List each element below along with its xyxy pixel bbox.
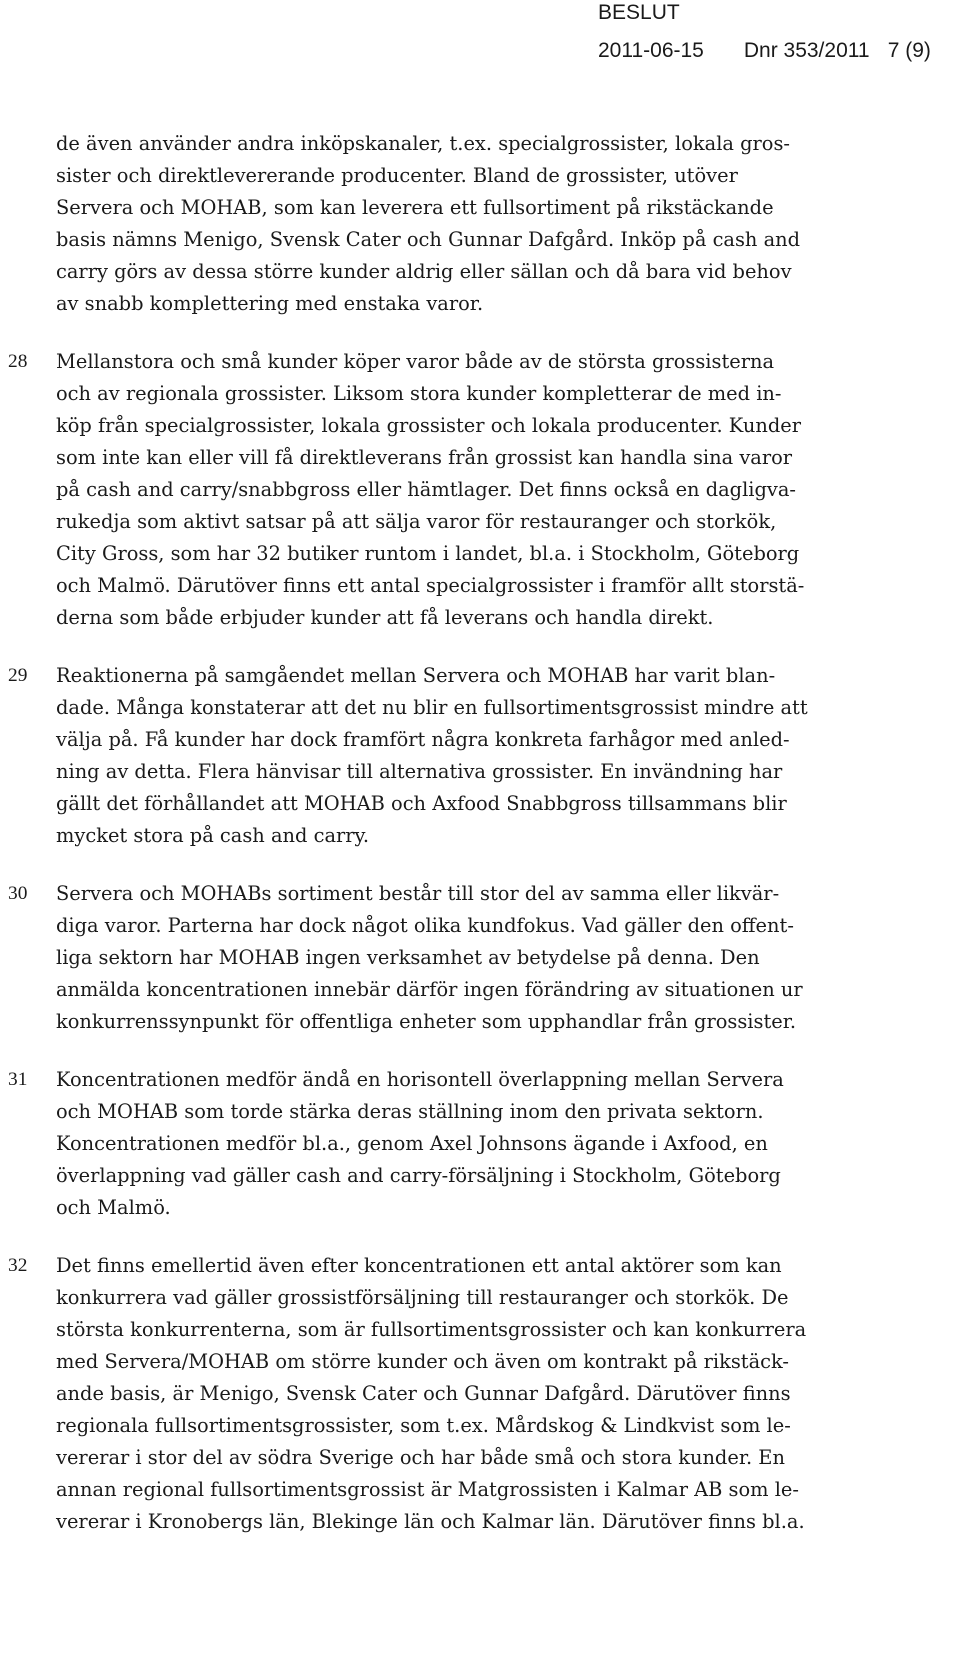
paragraph-30 xyxy=(0,878,960,1038)
paragraph-continuation xyxy=(0,128,960,320)
paragraph-text xyxy=(56,1250,936,1538)
document-type: BESLUT xyxy=(598,1,680,24)
text-line: Reaktionerna på samgåendet mellan Servera och MOHAB har varit blan- xyxy=(56,664,776,687)
text-line: mycket stora på cash and carry. xyxy=(56,824,370,847)
paragraph-31 xyxy=(0,1064,960,1224)
text-line: vererar i stor del av södra Sverige och har både små och stora kunder. En xyxy=(56,1446,785,1469)
text-line: rukedja som aktivt satsar på att sälja varor för restauranger och storkök, xyxy=(56,510,777,533)
text-line: sister och direktlevererande producenter. Bland de grossister, utöver xyxy=(56,164,738,187)
text-line: Servera och MOHAB, som kan leverera ett fullsortiment på rikstäckande xyxy=(56,196,774,219)
text-line: liga sektorn har MOHAB ingen verksamhet av betydelse på denna. Den xyxy=(56,946,760,969)
text-line: Koncentrationen medför ändå en horisontell överlappning mellan Servera xyxy=(56,1068,784,1091)
page-indicator: 7 (9) xyxy=(887,39,931,62)
text-line: av snabb komplettering med enstaka varor. xyxy=(56,292,484,315)
paragraph-number: 31 xyxy=(8,1069,28,1090)
paragraph-number: 28 xyxy=(8,351,28,372)
text-line: City Gross, som har 32 butiker runtom i landet, bl.a. i Stockholm, Göteborg xyxy=(56,542,800,565)
text-line: med Servera/MOHAB om större kunder och även om kontrakt på rikstäck- xyxy=(56,1350,789,1373)
text-line: köp från specialgrossister, lokala grossister och lokala producenter. Kunder xyxy=(56,414,801,437)
text-line: på cash and carry/snabbgross eller hämtlager. Det finns också en dagligva- xyxy=(56,478,796,501)
document-header xyxy=(0,0,960,80)
paragraph-32 xyxy=(0,1250,960,1538)
text-line: anmälda koncentrationen innebär därför ingen förändring av situationen ur xyxy=(56,978,803,1001)
document-body xyxy=(0,128,960,1564)
text-line: och MOHAB som torde stärka deras ställning inom den privata sektorn. xyxy=(56,1100,764,1123)
paragraph-28 xyxy=(0,346,960,634)
text-line: gällt det förhållandet att MOHAB och Axfood Snabbgross tillsammans blir xyxy=(56,792,787,815)
paragraph-text xyxy=(56,878,936,1038)
text-line: regionala fullsortimentsgrossister, som t.ex. Mårdskog & Lindkvist som le- xyxy=(56,1414,791,1437)
text-line: carry görs av dessa större kunder aldrig eller sällan och då bara vid behov xyxy=(56,260,792,283)
text-line: ning av detta. Flera hänvisar till alternativa grossister. En invändning har xyxy=(56,760,783,783)
text-line: och Malmö. Därutöver finns ett antal specialgrossister i framför allt storstä- xyxy=(56,574,805,597)
text-line: annan regional fullsortimentsgrossist är Matgrossisten i Kalmar AB som le- xyxy=(56,1478,799,1501)
text-line: och Malmö. xyxy=(56,1196,171,1219)
paragraph-number: 29 xyxy=(8,665,28,686)
text-line: basis nämns Menigo, Svensk Cater och Gunnar Dafgård. Inköp på cash and xyxy=(56,228,801,251)
text-line: Det finns emellertid även efter koncentrationen ett antal aktörer som kan xyxy=(56,1254,782,1277)
paragraph-text xyxy=(56,660,936,852)
text-line: Mellanstora och små kunder köper varor både av de största grossisterna xyxy=(56,350,775,373)
decision-date: 2011-06-15 xyxy=(598,39,704,62)
text-line: Servera och MOHABs sortiment består till stor del av samma eller likvär- xyxy=(56,882,780,905)
text-line: ande basis, är Menigo, Svensk Cater och Gunnar Dafgård. Därutöver finns xyxy=(56,1382,791,1405)
paragraph-text xyxy=(56,1064,936,1224)
registration-number: Dnr 353/2011 xyxy=(743,39,870,62)
text-line: derna som både erbjuder kunder att få leverans och handla direkt. xyxy=(56,606,714,629)
text-line: diga varor. Parterna har dock något olika kundfokus. Vad gäller den offent- xyxy=(56,914,794,937)
paragraph-text xyxy=(56,128,936,320)
text-line: som inte kan eller vill få direktleverans från grossist kan handla sina varor xyxy=(56,446,793,469)
text-line: överlappning vad gäller cash and carry-försäljning i Stockholm, Göteborg xyxy=(56,1164,781,1187)
text-line: konkurrenssynpunkt för offentliga enheter som upphandlar från grossister. xyxy=(56,1010,797,1033)
text-line: och av regionala grossister. Liksom stora kunder kompletterar de med in- xyxy=(56,382,782,405)
text-line: välja på. Få kunder har dock framfört några konkreta farhågor med anled- xyxy=(56,728,790,751)
text-line: dade. Många konstaterar att det nu blir en fullsortimentsgrossist mindre att xyxy=(56,696,808,719)
paragraph-text xyxy=(56,346,936,634)
text-line: de även använder andra inköpskanaler, t.ex. specialgrossister, lokala gros- xyxy=(56,132,790,155)
paragraph-29 xyxy=(0,660,960,852)
header-meta xyxy=(598,38,931,64)
text-line: konkurrera vad gäller grossistförsäljning till restauranger och storkök. De xyxy=(56,1286,789,1309)
text-line: vererar i Kronobergs län, Blekinge län och Kalmar län. Därutöver finns bl.a. xyxy=(56,1510,805,1533)
paragraph-number: 30 xyxy=(8,883,28,904)
text-line: största konkurrenterna, som är fullsortimentsgrossister och kan konkurrera xyxy=(56,1318,807,1341)
text-line: Koncentrationen medför bl.a., genom Axel Johnsons ägande i Axfood, en xyxy=(56,1132,768,1155)
paragraph-number: 32 xyxy=(8,1255,28,1276)
